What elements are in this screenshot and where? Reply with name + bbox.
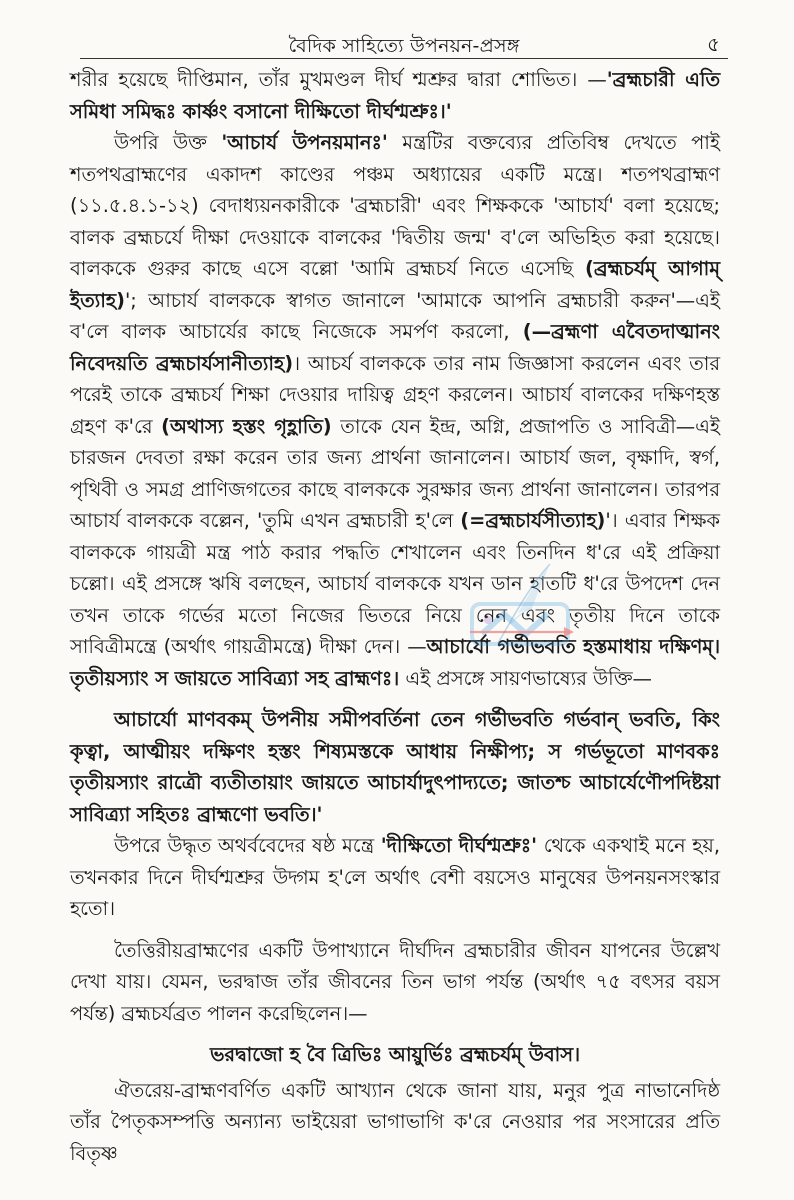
bold-quotation: আচার্যো মাণবকম্ উপনীয় সমীপবর্তিনা তেন গর্ভীভবতি গর্ভবান্ ভবতি, কিং কৃত্বা, আত্মীয়ং দক্ষিণং হস্তং শিষ্যমস্তকে আধায় নিক্ষীপ্য; স গর্ভভূতো মাণবকঃ তৃতীয়স্যাং রাত্রৌ ব্যতীতায়াং জায়তে আচার্যাদুৎপাদ্যতে; জাতশ্চ আচার্যেণৌপদিষ্টয়া সাবিত্র্যা সহিতঃ ব্রাহ্মণো ভবতি।' bbox=[70, 708, 720, 826]
bold-quotation: 'দীক্ষিতো দীর্ঘশ্মশ্রুঃ' bbox=[380, 834, 538, 857]
text-segment: শরীর হয়েছে দীপ্তিমান, তাঁর মুখমণ্ডল দীর্ঘ শ্মশ্রুর দ্বারা শোভিত। — bbox=[70, 68, 607, 91]
bold-quotation: ভরদ্বাজো হ বৈ ত্রিভিঃ আয়ুর্ভিঃ ব্রহ্মচর্যম্ উবাস। bbox=[209, 1043, 581, 1066]
paragraph bbox=[70, 830, 720, 925]
text-segment: মন্ত্রটির বক্তব্যের প্রতিবিম্ব দেখতে পাই শতপথব্রাহ্মণের একাদশ কাণ্ডের পঞ্চম অধ্যায়ের একটি মন্ত্রে। শতপথব্রাহ্মণ (১১.৫.৪.১-১২) বেদাধ্যয়নকারীকে 'ব্রহ্মচারী' এবং শিক্ষককে 'আচার্য' বলা হয়েছে; বালক ব্রহ্মচর্যে দীক্ষা দেওয়াকে বালকের 'দ্বিতীয় জন্ম' ব'লে অভিহিত করা হয়েছে। বালককে গুরুর কাছে এসে বল্লো 'আমি ব্রহ্মচর্য নিতে এসেছি bbox=[70, 131, 720, 280]
paragraph bbox=[70, 127, 720, 694]
bold-quotation: (—ব্রহ্মণা এবৈতদাত্মানং নিবেদয়তি ব্রহ্মচার্যসানীত্যাহ) bbox=[70, 320, 720, 375]
bold-quotation: 'ব্রহ্মচারী এতি সমিধা সমিদ্ধঃ কার্ষ্ণং বসানো দীক্ষিতো দীর্ঘশ্মশ্রুঃ।' bbox=[70, 68, 720, 123]
quoted-commentary bbox=[70, 704, 720, 830]
page-number: ৫ bbox=[707, 32, 720, 56]
bold-quotation: (অথাস্য হস্তং গৃহ্ণাতি) bbox=[161, 414, 332, 438]
running-header bbox=[80, 26, 728, 59]
bold-quotation: 'আচার্য উপনয়মানঃ' bbox=[221, 131, 388, 154]
text-segment: তৈত্তিরীয়ব্রাহ্মণের একটি উপাখ্যানে দীর্ঘদিন ব্রহ্মচারীর জীবন যাপনের উল্লেখ দেখা যায়। যেমন, ভরদ্বাজ তাঁর জীবনের তিন ভাগ পর্যন্ত (অর্থাৎ ৭৫ বৎসর বয়স পর্যন্ত) ব্রহ্মচর্যব্রত পালন করেছিলেন।— bbox=[70, 938, 720, 1025]
text-segment: '; আচার্য বালককে স্বাগত জানালে 'আমাকে আপনি ব্রহ্মচারী করুন'—এই ব'লে বালক আচার্যের কাছে নিজেকে সমর্পণ করলো, bbox=[70, 288, 720, 343]
bold-quotation: আচার্যো গর্ভীভবতি হস্তমাধায় দক্ষিণম্। তৃতীয়স্যাং স জায়তে সাবিত্র্যা সহ ব্রাহ্মণঃ। bbox=[70, 635, 721, 690]
paragraph bbox=[70, 64, 720, 127]
bold-quotation: (=ব্রহ্মচার্যসীত্যাহ) bbox=[460, 509, 606, 532]
text-segment: ঐতরেয়-ব্রাহ্মণবর্ণিত একটি আখ্যান থেকে জানা যায়, মনুর পুত্র নাভানেদিষ্ঠ তাঁর পৈতৃকসম্পত্তি অন্যান্য ভাইয়েরা ভাগাভাগি ক'রে নেওয়ার পর সংসারের প্রতি বিতৃষ্ণ bbox=[70, 1078, 720, 1165]
text-segment: এই প্রসঙ্গে সায়ণভাষ্যের উক্তি— bbox=[399, 666, 652, 690]
text-segment: '। এবার শিক্ষক বালককে গায়ত্রী মন্ত্র পাঠ করার পদ্ধতি শেখালেন এবং তিনদিন ধ'রে এই প্রক্রিয়া চল্লো। এই প্রসঙ্গে ঋষি বলছেন, আচার্য বালককে যখন ডান হাতটি ধ'রে উপদেশ দেন তখন তাকে গর্ভের মতো নিজের ভিতরে নিয়ে নেন এবং তৃতীয় দিনে তাকে সাবিত্রীমন্ত্রে (অর্থাৎ গায়ত্রীমন্ত্রে) দীক্ষা দেন। — bbox=[70, 509, 720, 658]
paragraph bbox=[70, 1075, 720, 1170]
text-segment: উপরে উদ্ধৃত অথর্ববেদের ষষ্ঠ মন্ত্রে bbox=[114, 834, 381, 857]
text-segment: উপরি উক্ত bbox=[114, 131, 222, 154]
body-text bbox=[70, 64, 720, 1169]
text-segment: তাকে যেন ইন্দ্র, অগ্নি, প্রজাপতি ও সাবিত্রী—এই চারজন দেবতা রক্ষা করেন তার জন্য প্রার্থনা জানালেন। আচার্য জল, বৃক্ষাদি, স্বর্গ, পৃথিবী ও সমগ্র প্রাণিজগতের কাছে বালককে সুরক্ষার জন্য প্রার্থনা জানালেন। তারপর আচার্য বালককে বল্লেন, 'তুমি এখন ব্রহ্মচারী হ'লে bbox=[70, 414, 720, 532]
paragraph bbox=[70, 935, 720, 1030]
running-title: বৈদিক সাহিত্যে উপনয়ন-প্রসঙ্গ bbox=[288, 35, 520, 57]
text-segment: । আচর্য বালককে তার নাম জিজ্ঞাসা করলেন এবং তার পরেই তাকে ব্রহ্মচর্য শিক্ষা দেওয়ার দায়িত্ব গ্রহণ করলেন। আচার্য বালকের দক্ষিণহস্ত গ্রহণ ক'রে bbox=[70, 351, 721, 438]
bold-quotation: (ব্রহ্মচর্যম্ আগাম্ ইত্যাহ) bbox=[70, 257, 720, 312]
text-segment: থেকে একথাই মনে হয়, তখনকার দিনে দীর্ঘশ্মশ্রুর উদ্গম হ'লে অর্থাৎ বেশী বয়সেও মানুষের উপনয়নসংস্কার হতো। bbox=[70, 834, 720, 920]
verse-line bbox=[70, 1039, 720, 1071]
